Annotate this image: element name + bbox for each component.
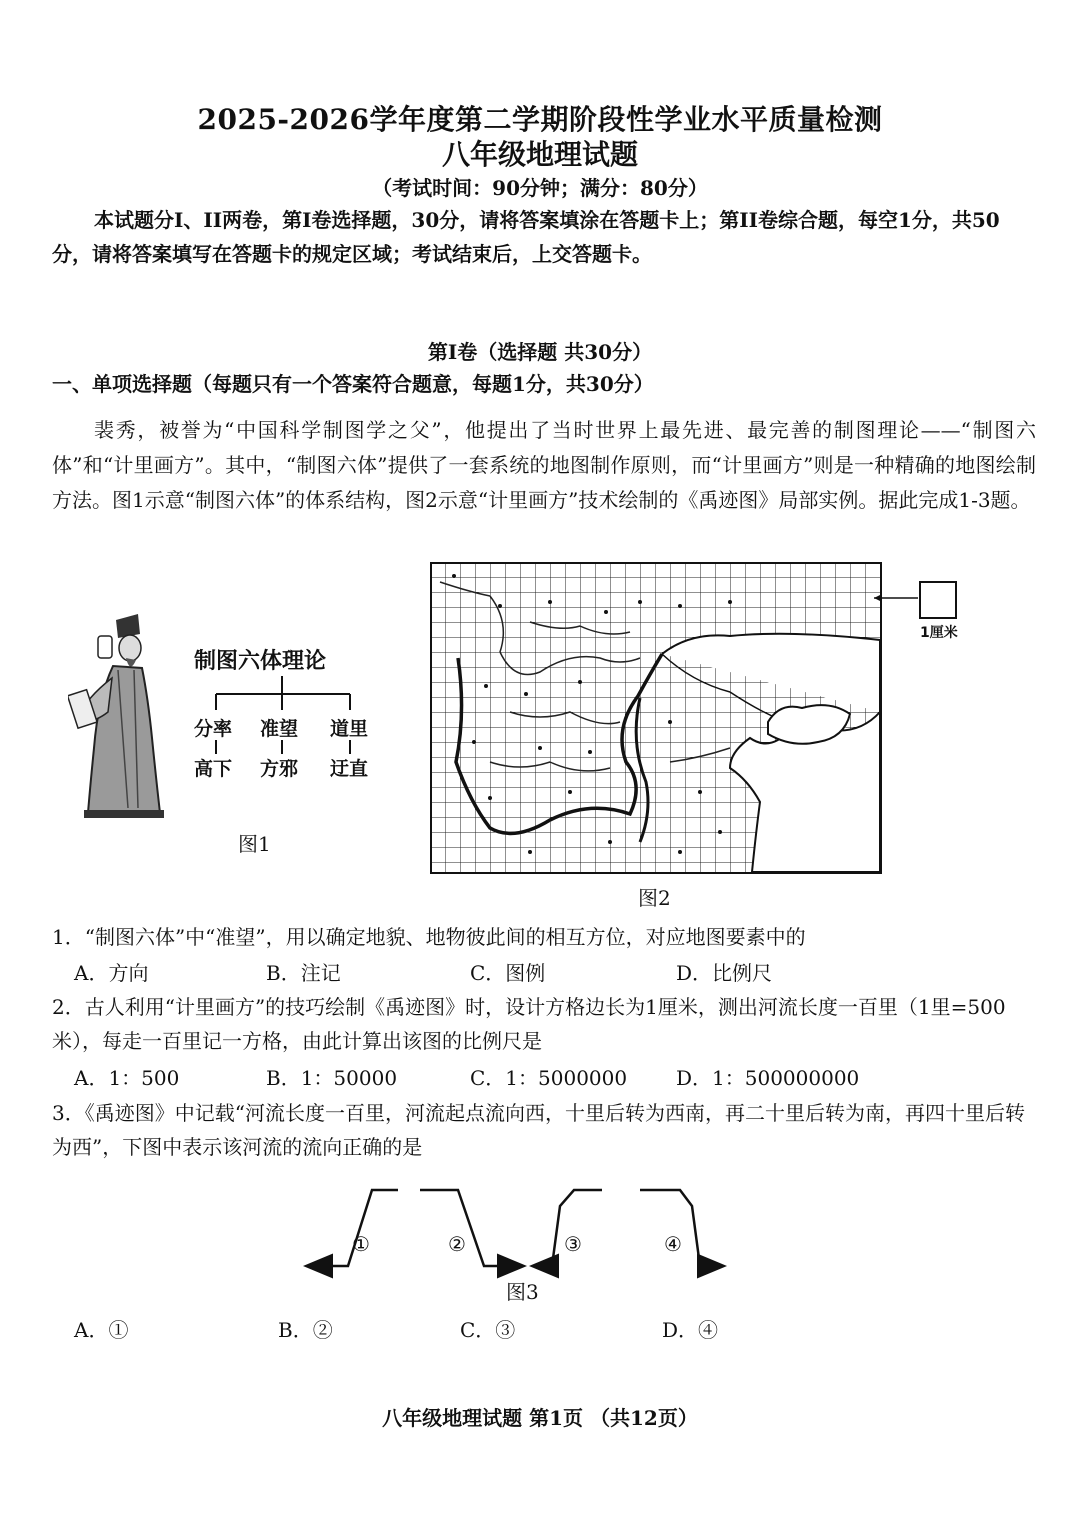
part-title: 一、单项选择题（每题只有一个答案符合题意，每题1分，共30分） bbox=[52, 372, 654, 396]
fig3-label-3: ③ bbox=[564, 1232, 582, 1256]
question-2-stem: 2．古人利用“计里画方”的技巧绘制《禹迹图》时，设计方格边长为1厘米，测出河流长度一百里（1里=500米），每走一百里记一方格，由此计算出该图的比例尺是 bbox=[52, 995, 1006, 1053]
scale-label: 1厘米 bbox=[920, 625, 958, 641]
fig1-item-fangxie: 方邪 bbox=[260, 758, 299, 780]
q2-option-a[interactable]: A．1：500 bbox=[74, 1066, 180, 1090]
q1-option-d[interactable]: D．比例尺 bbox=[676, 961, 773, 985]
reading-passage: 裴秀，被誉为“中国科学制图学之父”，他提出了当时世界上最先进、最完善的制图理论——“制图六体”和“计里画方”。其中，“制图六体”提供了一套系统的地图制作原则，而“计里画方”则是一种精确的地图绘制方法。图1示意“制图六体”的体系结构，图2示意“计里画方”技术绘制的《禹迹图》局部实例。据此完成1-3题。 bbox=[52, 418, 1036, 512]
fig1-item-zhunwang: 准望 bbox=[260, 718, 299, 740]
fig2-caption: 图2 bbox=[638, 886, 671, 910]
page-footer: 八年级地理试题 第1页 （共12页） bbox=[382, 1406, 698, 1430]
path-2 bbox=[420, 1190, 522, 1266]
q3-option-a[interactable]: A．① bbox=[74, 1318, 129, 1342]
fig1-item-yuzhi: 迂直 bbox=[330, 758, 369, 780]
fig3-label-1: ① bbox=[352, 1232, 370, 1256]
exam-instructions: 本试题分I、II两卷，第I卷选择题，30分，请将答案填涂在答题卡上；第II卷综合题，每空1分，共50分，请将答案填写在答题卡的规定区域；考试结束后，上交答题卡。 bbox=[52, 208, 1000, 266]
question-1-stem: 1．“制图六体”中“准望”，用以确定地貌、地物彼此间的相互方位，对应地图要素中的 bbox=[52, 925, 806, 949]
q2-option-d[interactable]: D．1：500000000 bbox=[676, 1066, 860, 1090]
fig1-item-gaoxia: 高下 bbox=[194, 758, 233, 780]
exam-info: （考试时间：90分钟；满分：80分） bbox=[372, 176, 708, 200]
section-title: 第I卷（选择题 共30分） bbox=[427, 340, 653, 364]
fig1-title: 制图六体理论 bbox=[194, 649, 327, 674]
figure-2 bbox=[430, 562, 970, 912]
figure-3-paths bbox=[298, 1180, 738, 1280]
q3-option-c[interactable]: C．③ bbox=[460, 1318, 516, 1342]
figure-1 bbox=[60, 600, 400, 860]
pei-xiu-portrait bbox=[68, 608, 178, 828]
q1-option-c[interactable]: C．图例 bbox=[470, 961, 546, 985]
q3-option-b[interactable]: B．② bbox=[278, 1318, 333, 1342]
q2-option-b[interactable]: B．1：50000 bbox=[266, 1066, 398, 1090]
exam-title: 2025-2026学年度第二学期阶段性学业水平质量检测 bbox=[197, 103, 883, 136]
q1-option-a[interactable]: A．方向 bbox=[74, 961, 149, 985]
fig3-label-2: ② bbox=[448, 1232, 466, 1256]
fig1-item-fenlv: 分率 bbox=[194, 718, 233, 740]
fig3-caption: 图3 bbox=[506, 1280, 539, 1304]
question-3-stem: 3．《禹迹图》中记载“河流长度一百里，河流起点流向西，十里后转为西南，再二十里后转为南，再四十里后转为西”，下图中表示该河流的流向正确的是 bbox=[52, 1101, 1025, 1159]
q1-option-b[interactable]: B．注记 bbox=[266, 961, 341, 985]
fig1-caption: 图1 bbox=[238, 832, 271, 856]
fig1-item-daoli: 道里 bbox=[330, 718, 369, 740]
fig3-label-4: ④ bbox=[664, 1232, 682, 1256]
q3-option-d[interactable]: D．④ bbox=[662, 1318, 719, 1342]
yuji-map bbox=[430, 562, 882, 874]
q2-option-c[interactable]: C．1：5000000 bbox=[470, 1066, 628, 1090]
exam-subtitle: 八年级地理试题 bbox=[441, 138, 638, 171]
